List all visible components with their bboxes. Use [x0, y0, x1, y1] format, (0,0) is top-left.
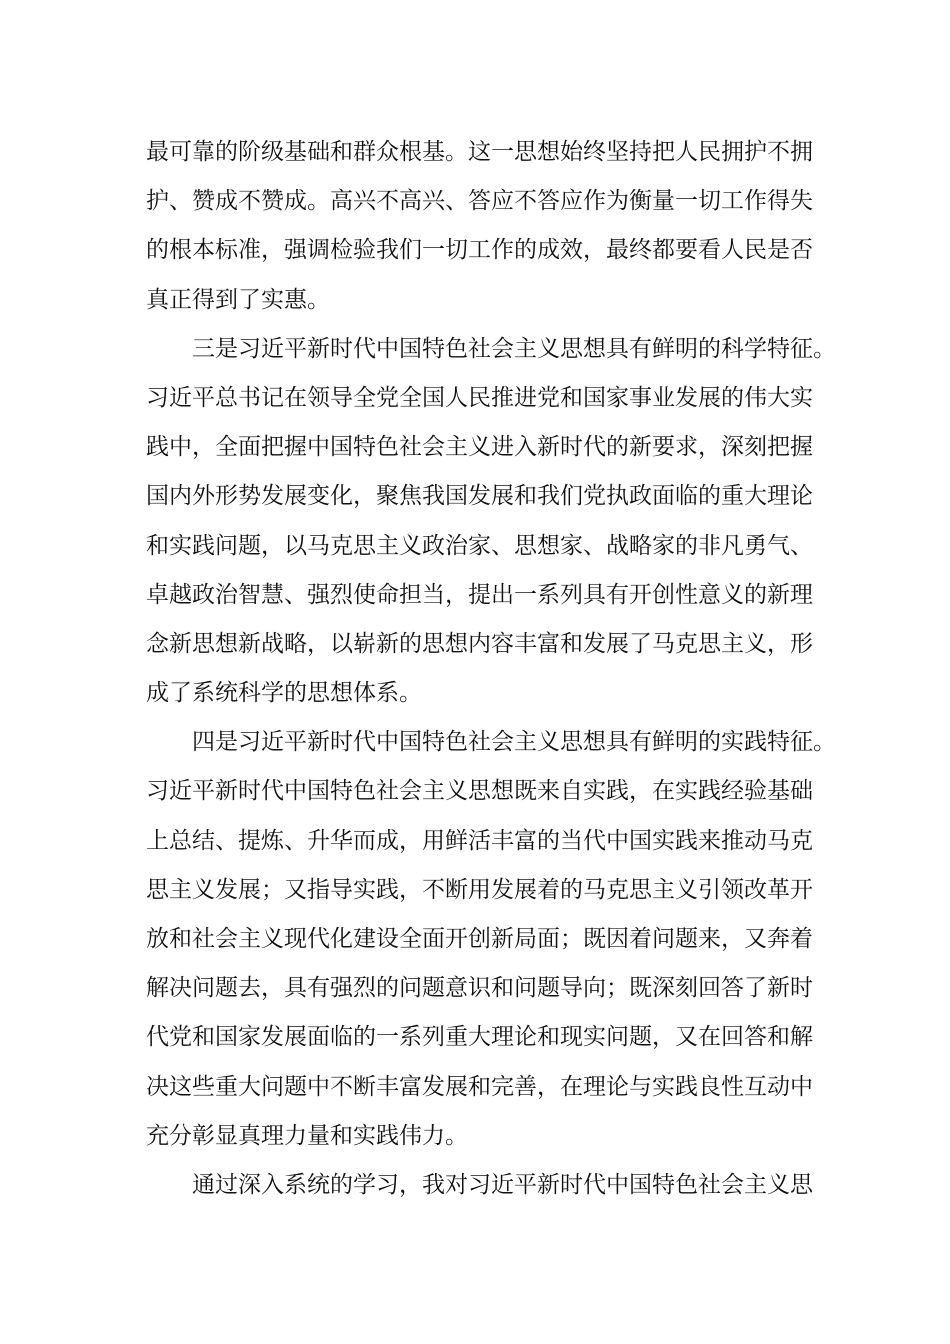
text-line: 习近平总书记在领导全党全国人民推进党和国家事业发展的伟大实: [146, 384, 813, 411]
paragraph-first-line: 三是习近平新时代中国特色社会主义思想具有鲜明的科学特征。: [192, 335, 836, 362]
text-line: 真正得到了实惠。: [146, 286, 330, 313]
text-line: 充分彰显真理力量和实践伟力。: [146, 1122, 468, 1149]
text-line: 国内外形势发展变化，聚焦我国发展和我们党执政面临的重大理论: [146, 483, 813, 510]
text-line: 代党和国家发展面临的一系列重大理论和现实问题，又在回答和解: [146, 1024, 813, 1051]
text-line: 和实践问题，以马克思主义政治家、思想家、战略家的非凡勇气、: [146, 532, 813, 559]
text-line: 成了系统科学的思想体系。: [146, 680, 422, 707]
paragraph-first-line: 通过深入系统的学习，我对习近平新时代中国特色社会主义思: [192, 1171, 813, 1198]
text-line: 践中，全面把握中国特色社会主义进入新时代的新要求，深刻把握: [146, 434, 813, 461]
text-line: 解决问题去，具有强烈的问题意识和问题导向；既深刻回答了新时: [146, 975, 813, 1002]
text-line: 念新思想新战略，以崭新的思想内容丰富和发展了马克思主义，形: [146, 630, 813, 657]
text-line: 习近平新时代中国特色社会主义思想既来自实践，在实践经验基础: [146, 778, 813, 805]
text-line: 思主义发展；又指导实践，不断用发展着的马克思主义引领改革开: [146, 876, 813, 903]
text-line: 的根本标准，强调检验我们一切工作的成效，最终都要看人民是否: [146, 237, 813, 264]
text-line: 最可靠的阶级基础和群众根基。这一思想始终坚持把人民拥护不拥: [146, 139, 813, 165]
text-line: 护、赞成不赞成。高兴不高兴、答应不答应作为衡量一切工作得失: [146, 188, 813, 215]
document-body: [146, 128, 836, 1210]
text-line: 卓越政治智慧、强烈使命担当，提出一系列具有开创性意义的新理: [146, 581, 813, 608]
text-line: 上总结、提炼、升华而成，用鲜活丰富的当代中国实践来推动马克: [146, 827, 813, 854]
paragraph-first-line: 四是习近平新时代中国特色社会主义思想具有鲜明的实践特征。: [192, 729, 836, 756]
text-line: 决这些重大问题中不断丰富发展和完善，在理论与实践良性互动中: [146, 1073, 813, 1100]
text-line: 放和社会主义现代化建设全面开创新局面；既因着问题来，又奔着: [146, 926, 813, 952]
